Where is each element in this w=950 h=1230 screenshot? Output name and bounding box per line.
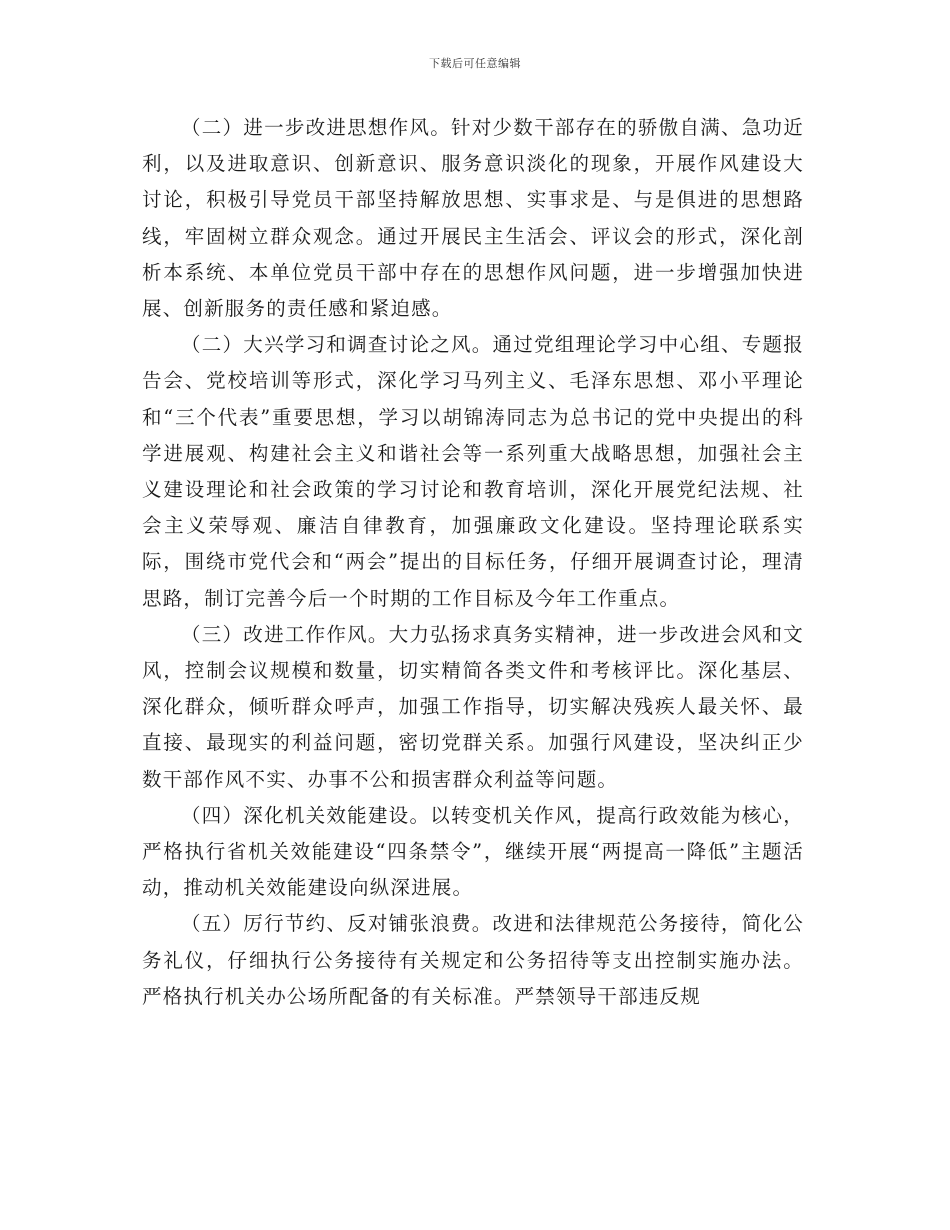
paragraph-2: （二）大兴学习和调查讨论之风。通过党组理论学习中心组、专题报告会、党校培训等形式，深化学习马列主义、毛泽东思想、邓小平理论和“三个代表”重要思想，学习以胡锦涛同志为总书记的党中央提出的科学进展观、构建社会主义和谐社会等一系列重大战略思想，加强社会主义建设理论和社会政策的学习讨论和教育培训，深化开展党纪法规、社会主义荣辱观、廉洁自律教育，加强廉政文化建设。坚持理论联系实际，围绕市党代会和“两会”提出的目标任务，仔细开展调查讨论，理清思路，制订完善今后一个时期的工作目标及今年工作重点。 (142, 333, 804, 610)
page-header: 下载后可任意编辑 (429, 57, 521, 70)
paragraph-1: （二）进一步改进思想作风。针对少数干部存在的骄傲自满、急功近利，以及进取意识、创新意识、服务意识淡化的现象，开展作风建设大讨论，积极引导党员干部坚持解放思想、实事求是、与是俱进的思想路线，牢固树立群众观念。通过开展民主生活会、评议会的形式，深化剖析本系统、本单位党员干部中存在的思想作风问题，进一步增强加快进展、创新服务的责任感和紧迫感。 (142, 116, 804, 321)
document-body (142, 110, 804, 1015)
paragraph-3: （三）改进工作作风。大力弘扬求真务实精神，进一步改进会风和文风，控制会议规模和数量，切实精简各类文件和考核评比。深化基层、深化群众，倾听群众呼声，加强工作指导，切实解决残疾人最关怀、最直接、最现实的利益问题，密切党群关系。加强行风建设，坚决纠正少数干部作风不实、办事不公和损害群众利益等问题。 (142, 622, 804, 791)
paragraph-4: （四）深化机关效能建设。以转变机关作风，提高行政效能为核心，严格执行省机关效能建设“四条禁令”，继续开展“两提高一降低”主题活动，推动机关效能建设向纵深进展。 (142, 803, 804, 900)
paragraph-5: （五）厉行节约、反对铺张浪费。改进和法律规范公务接待，简化公务礼仪，仔细执行公务接待有关规定和公务招待等支出控制实施办法。严格执行机关办公场所配备的有关标准。严禁领导干部违反规 (142, 912, 804, 1008)
